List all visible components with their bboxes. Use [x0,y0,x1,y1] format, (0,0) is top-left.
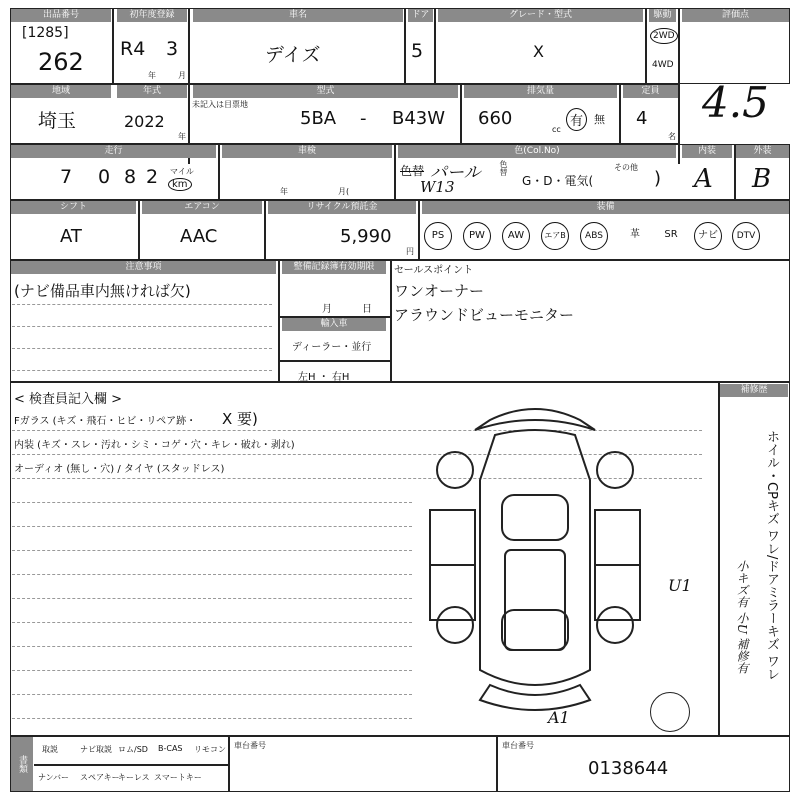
header-recycle: リサイクル預託金 [268,201,416,214]
header-notes: 注意事項 [11,261,276,274]
option-leather: 革 [630,229,640,240]
color-label-vertical: 色替 [499,160,508,176]
fuel-yes-circled: 有 [566,108,587,131]
capacity-unit: 名 [668,132,676,141]
option-ps: PS [424,222,452,250]
divider [278,360,390,362]
bottom-item-spare-key: スペアキー [80,773,120,782]
bottom-item-rom: ロム/SD [118,745,148,754]
transmission: AT [60,226,82,247]
header-type-code: 型式 [193,85,458,98]
interior-grade: A [694,164,713,194]
header-color: 色(Col.No) [398,145,676,158]
inspector-line [12,502,412,503]
divider [138,200,140,260]
divider [278,260,280,382]
divider [434,8,436,84]
diagram-wheel-rl [437,607,473,643]
inspector-line [12,718,412,719]
service-month: 月 [322,304,332,315]
inspector-line-1: Fガラス (キズ・飛石・ヒビ・リペア跡・ [14,416,197,427]
divider [496,736,498,792]
inspector-line [12,550,412,551]
inspector-line [12,622,412,623]
inspector-line [12,694,412,695]
displacement: 660 [478,108,513,129]
model-name: デイズ [265,44,321,66]
lot-number: 262 [38,48,84,76]
header-drive: 駆動 [649,9,676,22]
grade-value: X [533,42,544,61]
header-equipment: 装備 [422,201,789,214]
divider [734,144,736,200]
notes-text: (ナビ備品車内無ければ欠) [14,282,191,300]
header-shift: シフト [11,201,136,214]
mileage-unit-mile: マイル [170,167,194,176]
diagram-roof [505,550,565,650]
inspection-year-unit: 年 [280,187,288,196]
divider [418,200,420,260]
divider [619,84,621,144]
drive-2wd: 2WD [650,28,678,44]
option-dtv: DTV [732,222,760,250]
recycle-unit: 円 [406,247,414,256]
mark-u1: U1 [668,576,692,595]
bottom-item-remote: リモコン [194,745,226,754]
month-value: 3 [166,38,179,60]
inspector-line-2: 内装 (キズ・スレ・汚れ・シミ・コゲ・穴・キレ・破れ・剥れ) [14,440,295,451]
fuel-types: G・D・電気( [522,174,594,188]
option-pw: PW [463,222,491,250]
recycle-fee: 5,990 [340,226,392,247]
year-unit: 年 [148,71,156,80]
fuel-no: 無 [594,113,605,126]
fuel-other-label: その他 [614,163,638,172]
diagram-wheel-fl [437,452,473,488]
score-handwritten: 4.5 [702,78,769,127]
option-aw: AW [502,222,530,250]
divider [404,8,406,84]
sales-point-1: ワンオーナー [394,282,485,300]
color-code-handwritten: W13 [420,178,455,196]
header-reg-year: 年式 [117,85,187,98]
exterior-grade: B [752,164,772,194]
option-sunroof: SR [664,229,678,240]
header-inspection: 車検 [222,145,392,158]
header-grade: グレード・型式 [438,9,643,22]
door-count: 5 [411,40,424,62]
color-change-label: 色替 [400,164,425,178]
header-interior: 内装 [682,145,732,158]
bottom-item-smart-key: スマートキー [154,773,202,782]
inspection-month-unit: 月( [338,187,350,196]
car-diagram [420,400,650,730]
cc-unit: cc [552,125,561,134]
divider [34,764,228,766]
header-lot: 出品番号 [11,9,111,22]
inspector-line [12,670,412,671]
inspector-title: < 検査員記入欄 > [14,392,123,407]
side-note-1: ホイル・CPキズ ワレ/ドアミラーキズ ワレ [764,430,779,681]
header-mileage: 走行 [11,145,216,158]
header-cc: 排気量 [464,85,617,98]
unregistered-note: 未記入は目票地 [192,100,248,109]
sales-header-text: セールスポイント [394,265,474,276]
diagram-door-r1 [595,510,640,565]
bottom-item-bcas: B-CAS [158,744,183,753]
mark-a1: A1 [548,708,570,727]
service-day: 日 [362,304,372,315]
header-model: 車名 [193,9,403,22]
diagram-rear-window [502,610,568,650]
era: R4 [120,38,146,60]
divider [460,84,462,144]
header-region: 地域 [11,85,111,98]
spare-circle [650,692,690,732]
header-score: 評価点 [682,9,789,22]
drive-4wd: 4WD [652,60,674,70]
inspector-line [12,526,412,527]
glass-mark: X 要) [222,410,258,428]
option-abs: ABS [580,222,608,250]
header-year: 初年度登録 [117,9,187,22]
header-doors: ドア [408,9,433,22]
notes-line [12,370,272,371]
option-airbag: エアB [541,222,569,250]
notes-line [12,348,272,349]
lot-sub-number: [1285] [22,25,69,41]
divider [112,8,114,84]
chassis-label: 車台番号 [502,741,534,750]
notes-line [12,326,272,327]
chassis-number: 0138644 [588,758,669,779]
seating-capacity: 4 [636,108,648,129]
mileage-digit-1: 7 [60,166,73,188]
divider [264,200,266,260]
diagram-front-bumper [475,409,595,430]
inspector-line [12,646,412,647]
diagram-wheel-rr [597,607,633,643]
notes-line [12,304,272,305]
diagram-wheel-fr [597,452,633,488]
divider [394,144,396,200]
diagram-rear-bumper [480,685,590,710]
divider [390,260,392,382]
air-conditioning: AAC [180,226,218,247]
mileage-digit-2: 0 [98,166,111,188]
diagram-windshield [502,495,568,540]
diagram-door-l1 [430,510,475,565]
header-service: 整備記録簿有効期限 [282,261,386,274]
divider [218,144,220,200]
header-import: 輸入車 [282,318,386,331]
header-sales [394,261,473,276]
bottom-mid-label: 車台番号 [234,741,266,750]
steering-side: 左H ・ 右H [298,372,350,383]
registration-year: 2022 [124,112,165,131]
type-prefix: 5BA [300,108,337,129]
reg-year-unit: 年 [178,132,186,141]
divider [718,382,720,736]
month-unit: 月 [178,71,186,80]
color-handwritten: パール [430,163,481,183]
inspector-line [12,574,412,575]
bottom-item-navi-manual: ナビ取説 [80,745,112,754]
option-navi: ナビ [694,222,722,250]
inspector-line-3: オーディオ (無し・穴) / タイヤ (スタッドレス) [14,464,225,475]
header-documents: 書類 [11,737,33,791]
bottom-item-plate: ナンバー [38,773,70,782]
fuel-close: ) [654,168,662,189]
inspector-line [12,598,412,599]
mileage-digit-3: 8 [124,166,137,188]
divider [228,736,230,792]
header-aircon: エアコン [142,201,262,214]
diagram-body [480,430,590,685]
header-exterior: 外装 [736,145,789,158]
type-code: B43W [392,108,446,129]
region-value: 埼玉 [38,110,77,132]
type-dash: - [360,108,367,129]
bottom-item-keyless: キーレス [118,773,150,782]
sales-point-2: アラウンドビューモニター [394,306,575,324]
divider [645,8,647,84]
mileage-digit-4: 2 [146,166,159,188]
bottom-item-manual: 取説 [42,745,58,754]
dealer-parallel: ディーラー・並行 [292,342,372,353]
side-note-2: 小キズ有 小U 補修有 [735,560,749,674]
header-seats: 定員 [623,85,678,98]
mileage-unit-km: km [168,178,192,191]
header-side: 補修歴 [720,384,788,397]
